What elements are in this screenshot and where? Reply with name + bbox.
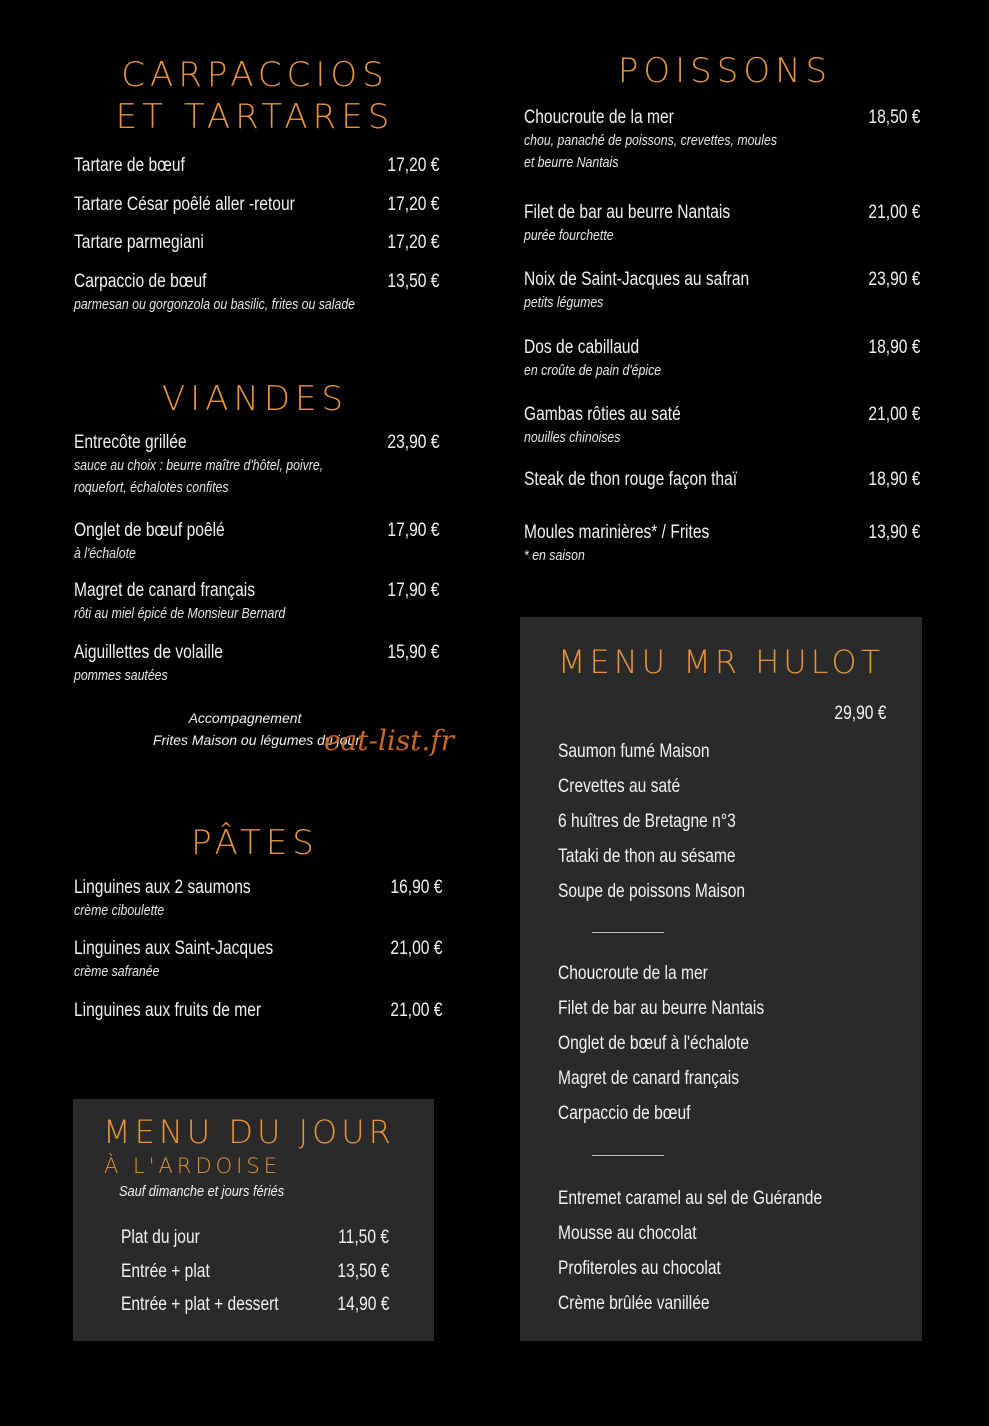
menu-hulot-panel bbox=[520, 617, 922, 1341]
item-description-line2: et beurre Nantais bbox=[524, 154, 619, 171]
item-name: Dos de cabillaud bbox=[524, 337, 640, 358]
menu-hulot-entree: Soupe de poissons Maison bbox=[558, 881, 746, 902]
item-description: * en saison bbox=[524, 547, 585, 564]
item-price: 17,20 € bbox=[387, 194, 439, 215]
viandes-item bbox=[74, 641, 439, 687]
item-name: Tartare de bœuf bbox=[74, 155, 185, 176]
menu-hulot-plat: Choucroute de la mer bbox=[558, 963, 708, 984]
carpaccios-item bbox=[74, 270, 439, 316]
menu-hulot-plat: Onglet de bœuf à l'échalote bbox=[558, 1033, 749, 1054]
item-price: 13,50 € bbox=[337, 1261, 389, 1282]
accompagnement-text: Frites Maison ou légumes du jour bbox=[153, 732, 360, 748]
menu-hulot-entrees bbox=[558, 734, 786, 909]
item-description: pommes sautées bbox=[74, 667, 168, 684]
menu-du-jour-item bbox=[121, 1260, 389, 1284]
carpaccios-item bbox=[74, 231, 439, 255]
item-description: en croûte de pain d'épice bbox=[524, 362, 662, 379]
menu-du-jour-note: Sauf dimanche et jours fériés bbox=[119, 1183, 285, 1200]
menu-hulot-divider bbox=[592, 1155, 664, 1156]
menu-hulot-plat: Carpaccio de bœuf bbox=[558, 1103, 691, 1124]
item-name: Gambas rôties au saté bbox=[524, 404, 681, 425]
menu-du-jour-item bbox=[121, 1226, 389, 1250]
item-name: Entrée + plat + dessert bbox=[121, 1294, 279, 1315]
viandes-item bbox=[74, 579, 439, 625]
menu-hulot-divider bbox=[592, 932, 664, 933]
item-name: Choucroute de la mer bbox=[524, 107, 674, 128]
item-description: sauce au choix : beurre maître d'hôtel, poivre, bbox=[74, 457, 324, 474]
poissons-item bbox=[524, 201, 920, 247]
pates-title: PÂTES bbox=[191, 823, 319, 863]
item-name: Plat du jour bbox=[121, 1227, 200, 1248]
item-price: 21,00 € bbox=[868, 202, 920, 223]
item-price: 13,50 € bbox=[387, 271, 439, 292]
poissons-item bbox=[524, 403, 920, 449]
item-name: Tartare César poêlé aller -retour bbox=[74, 194, 295, 215]
item-price: 17,20 € bbox=[387, 232, 439, 253]
watermark: eat-list.fr bbox=[324, 724, 455, 757]
item-name: Steak de thon rouge façon thaï bbox=[524, 469, 738, 490]
item-name: Noix de Saint-Jacques au safran bbox=[524, 269, 750, 290]
item-name: Moules marinières* / Frites bbox=[524, 522, 710, 543]
item-name: Linguines aux fruits de mer bbox=[74, 1000, 262, 1021]
item-description: chou, panaché de poissons, crevettes, moules bbox=[524, 132, 777, 149]
menu-hulot-dessert: Entremet caramel au sel de Guérande bbox=[558, 1188, 823, 1209]
viandes-item bbox=[74, 519, 439, 565]
menu-hulot-plats bbox=[558, 956, 809, 1131]
menu-hulot-title: MENU MR HULOT bbox=[557, 643, 885, 681]
item-name: Carpaccio de bœuf bbox=[74, 271, 207, 292]
menu-hulot-dessert: Mousse au chocolat bbox=[558, 1223, 697, 1244]
menu-hulot-desserts bbox=[558, 1181, 880, 1321]
item-name: Tartare parmegiani bbox=[74, 232, 204, 253]
carpaccios-title-line1: CARPACCIOS bbox=[121, 55, 389, 95]
item-description: parmesan ou gorgonzola ou basilic, frites ou salade bbox=[74, 296, 356, 313]
item-name: Linguines aux Saint-Jacques bbox=[74, 938, 274, 959]
item-price: 17,20 € bbox=[387, 155, 439, 176]
item-name: Aiguillettes de volaille bbox=[74, 642, 223, 663]
poissons-item bbox=[524, 336, 920, 382]
poissons-item bbox=[524, 468, 920, 492]
item-name: Entrecôte grillée bbox=[74, 432, 187, 453]
menu-du-jour-panel bbox=[73, 1099, 434, 1341]
menu-hulot-plat: Filet de bar au beurre Nantais bbox=[558, 998, 765, 1019]
item-price: 18,90 € bbox=[868, 337, 920, 358]
menu-hulot-price: 29,90 € bbox=[834, 703, 886, 724]
item-description: à l'échalote bbox=[74, 545, 136, 562]
item-price: 21,00 € bbox=[390, 1000, 442, 1021]
accompagnement-title: Accompagnement bbox=[188, 710, 302, 726]
item-price: 16,90 € bbox=[390, 877, 442, 898]
carpaccios-title bbox=[70, 54, 440, 138]
item-name: Filet de bar au beurre Nantais bbox=[524, 202, 731, 223]
menu-du-jour-title: MENU DU JOUR bbox=[103, 1113, 395, 1151]
pates-item bbox=[74, 937, 442, 983]
item-price: 21,00 € bbox=[868, 404, 920, 425]
carpaccios-item bbox=[74, 154, 439, 178]
item-price: 21,00 € bbox=[390, 938, 442, 959]
pates-item bbox=[74, 876, 442, 922]
item-price: 14,90 € bbox=[337, 1294, 389, 1315]
menu-hulot-entree: 6 huîtres de Bretagne n°3 bbox=[558, 811, 736, 832]
carpaccios-item bbox=[74, 193, 439, 217]
item-description: crème safranée bbox=[74, 963, 160, 980]
menu-hulot-dessert: Crème brûlée vanillée bbox=[558, 1293, 710, 1314]
item-price: 17,90 € bbox=[387, 580, 439, 601]
menu-hulot-entree: Saumon fumé Maison bbox=[558, 741, 710, 762]
menu-du-jour-subtitle: À L'ARDOISE bbox=[104, 1154, 281, 1178]
viandes-item bbox=[74, 431, 439, 499]
item-name: Onglet de bœuf poêlé bbox=[74, 520, 225, 541]
poissons-item bbox=[524, 268, 920, 314]
item-name: Entrée + plat bbox=[121, 1261, 210, 1282]
menu-hulot-entree: Crevettes au saté bbox=[558, 776, 681, 797]
item-price: 18,50 € bbox=[868, 107, 920, 128]
item-description: petits légumes bbox=[524, 294, 604, 311]
item-name: Magret de canard français bbox=[74, 580, 256, 601]
item-price: 23,90 € bbox=[387, 432, 439, 453]
menu-hulot-entree: Tataki de thon au sésame bbox=[558, 846, 736, 867]
poissons-title: POISSONS bbox=[617, 51, 833, 91]
item-description: nouilles chinoises bbox=[524, 429, 621, 446]
menu-du-jour-item bbox=[121, 1293, 389, 1317]
item-price: 18,90 € bbox=[868, 469, 920, 490]
item-price: 11,50 € bbox=[338, 1227, 389, 1248]
item-description: purée fourchette bbox=[524, 227, 614, 244]
item-description-line2: roquefort, échalotes confites bbox=[74, 479, 229, 496]
item-name: Linguines aux 2 saumons bbox=[74, 877, 251, 898]
menu-hulot-dessert: Profiteroles au chocolat bbox=[558, 1258, 721, 1279]
item-price: 23,90 € bbox=[868, 269, 920, 290]
pates-item bbox=[74, 999, 442, 1023]
item-description: crème ciboulette bbox=[74, 902, 165, 919]
item-price: 13,90 € bbox=[868, 522, 920, 543]
poissons-item bbox=[524, 106, 920, 174]
poissons-item bbox=[524, 521, 920, 567]
menu-hulot-plat: Magret de canard français bbox=[558, 1068, 740, 1089]
item-price: 15,90 € bbox=[387, 642, 439, 663]
item-price: 17,90 € bbox=[387, 520, 439, 541]
viandes-title: VIANDES bbox=[161, 379, 349, 419]
item-description: rôti au miel épicé de Monsieur Bernard bbox=[74, 605, 286, 622]
carpaccios-title-line2: ET TARTARES bbox=[115, 97, 395, 137]
